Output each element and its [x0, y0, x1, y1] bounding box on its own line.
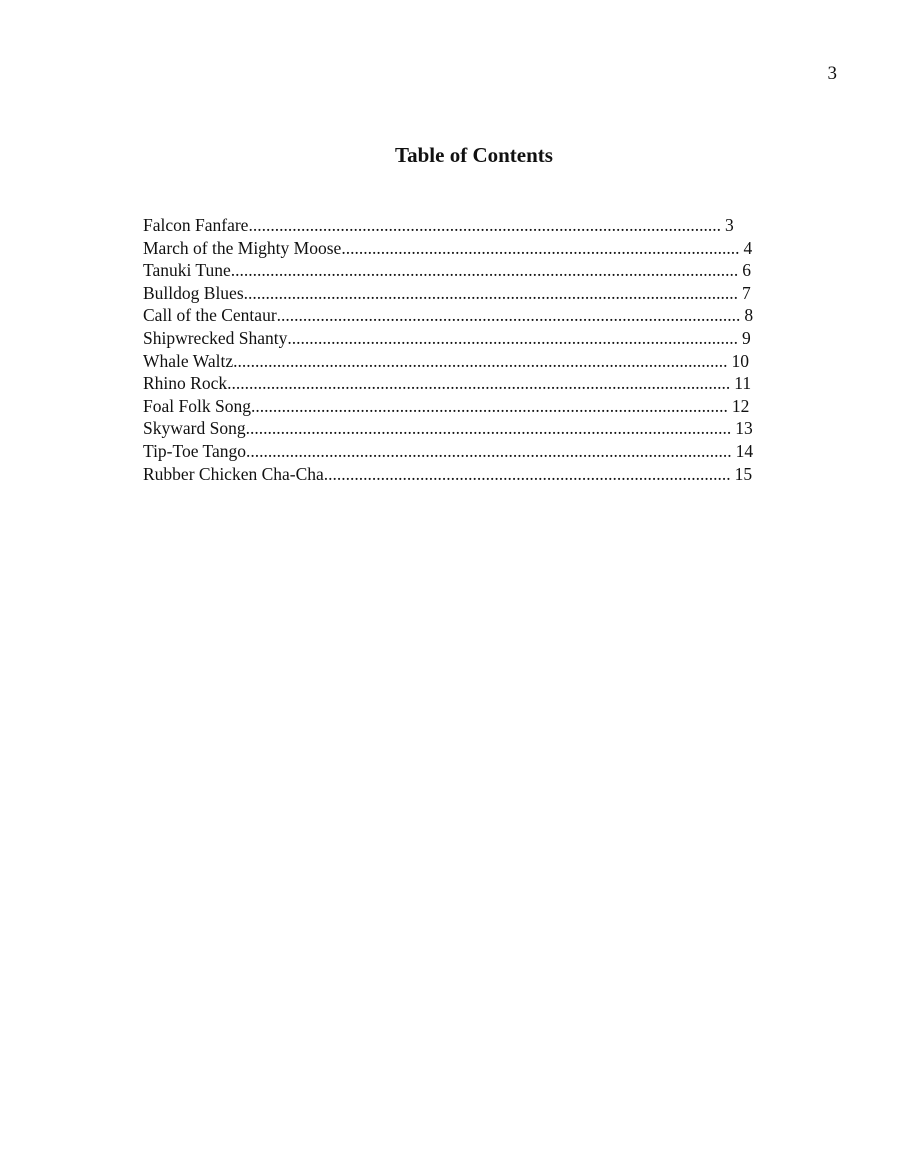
toc-entry-page: 9: [741, 327, 751, 348]
toc-leader-dots: .......................................................................................................: [287, 327, 738, 348]
toc-entry: [143, 259, 783, 282]
toc-entry-title: Call of the Centaur: [143, 305, 277, 326]
toc-entry-page: 8: [744, 305, 754, 326]
toc-entry: [143, 282, 783, 305]
toc-entry: [143, 372, 783, 395]
toc-entry-page: 3: [724, 215, 734, 235]
toc-entry-title: Tip-Toe Tango: [143, 440, 247, 461]
toc-entry: [143, 327, 783, 350]
toc-entry-title: Falcon Fanfare: [143, 215, 249, 235]
toc-entry-title: Foal Folk Song: [143, 395, 251, 416]
toc-entry-page: 4: [743, 237, 753, 258]
toc-leader-dots: ...................................................................................................................: [227, 373, 731, 394]
toc-entry-page: 7: [742, 282, 751, 303]
toc-entry: [143, 304, 783, 327]
toc-leader-dots: ...............................................................................................................: [245, 418, 732, 439]
toc-entry: [143, 463, 783, 486]
toc-list: [143, 214, 783, 485]
toc-entry-title: March of the Mighty Moose: [143, 237, 342, 258]
toc-leader-dots: .............................................................................................: [323, 463, 731, 484]
toc-entry-page: 13: [735, 418, 753, 439]
toc-leader-dots: .................................................................................................................: [243, 282, 739, 303]
toc-entry-title: Skyward Song: [143, 418, 246, 439]
page-number: 3: [827, 63, 837, 84]
toc-entry-title: Rhino Rock: [143, 373, 228, 394]
toc-entry-page: 14: [735, 440, 754, 461]
toc-leader-dots: ....................................................................................................................: [230, 260, 739, 281]
toc-entry: [143, 417, 783, 440]
toc-entry-page: 6: [742, 260, 751, 281]
toc-leader-dots: ...........................................................................................: [341, 237, 740, 258]
toc-entry: [143, 237, 783, 260]
toc-entry: [143, 350, 783, 373]
toc-entry-page: 11: [734, 373, 752, 394]
toc-title: Table of Contents: [395, 143, 553, 167]
toc-entry: [143, 395, 783, 418]
toc-entry-page: 12: [731, 395, 750, 416]
toc-entry-page: 15: [734, 463, 753, 484]
toc-entry: [143, 440, 783, 463]
toc-entry: [143, 214, 783, 237]
toc-entry-title: Rubber Chicken Cha-Cha: [143, 463, 324, 484]
toc-entry-page: 10: [731, 350, 749, 371]
toc-entry-title: Shipwrecked Shanty: [143, 327, 288, 348]
toc-leader-dots: .............................................................................................................: [250, 395, 728, 416]
toc-leader-dots: ..........................................................................................................: [276, 305, 741, 326]
toc-leader-dots: ............................................................................................................: [248, 215, 721, 235]
toc-leader-dots: .................................................................................................................: [233, 350, 728, 371]
toc-entry-title: Whale Waltz: [143, 350, 234, 371]
toc-leader-dots: ...............................................................................................................: [246, 440, 732, 461]
toc-entry-title: Tanuki Tune: [143, 260, 231, 281]
toc-entry-title: Bulldog Blues: [143, 282, 244, 303]
